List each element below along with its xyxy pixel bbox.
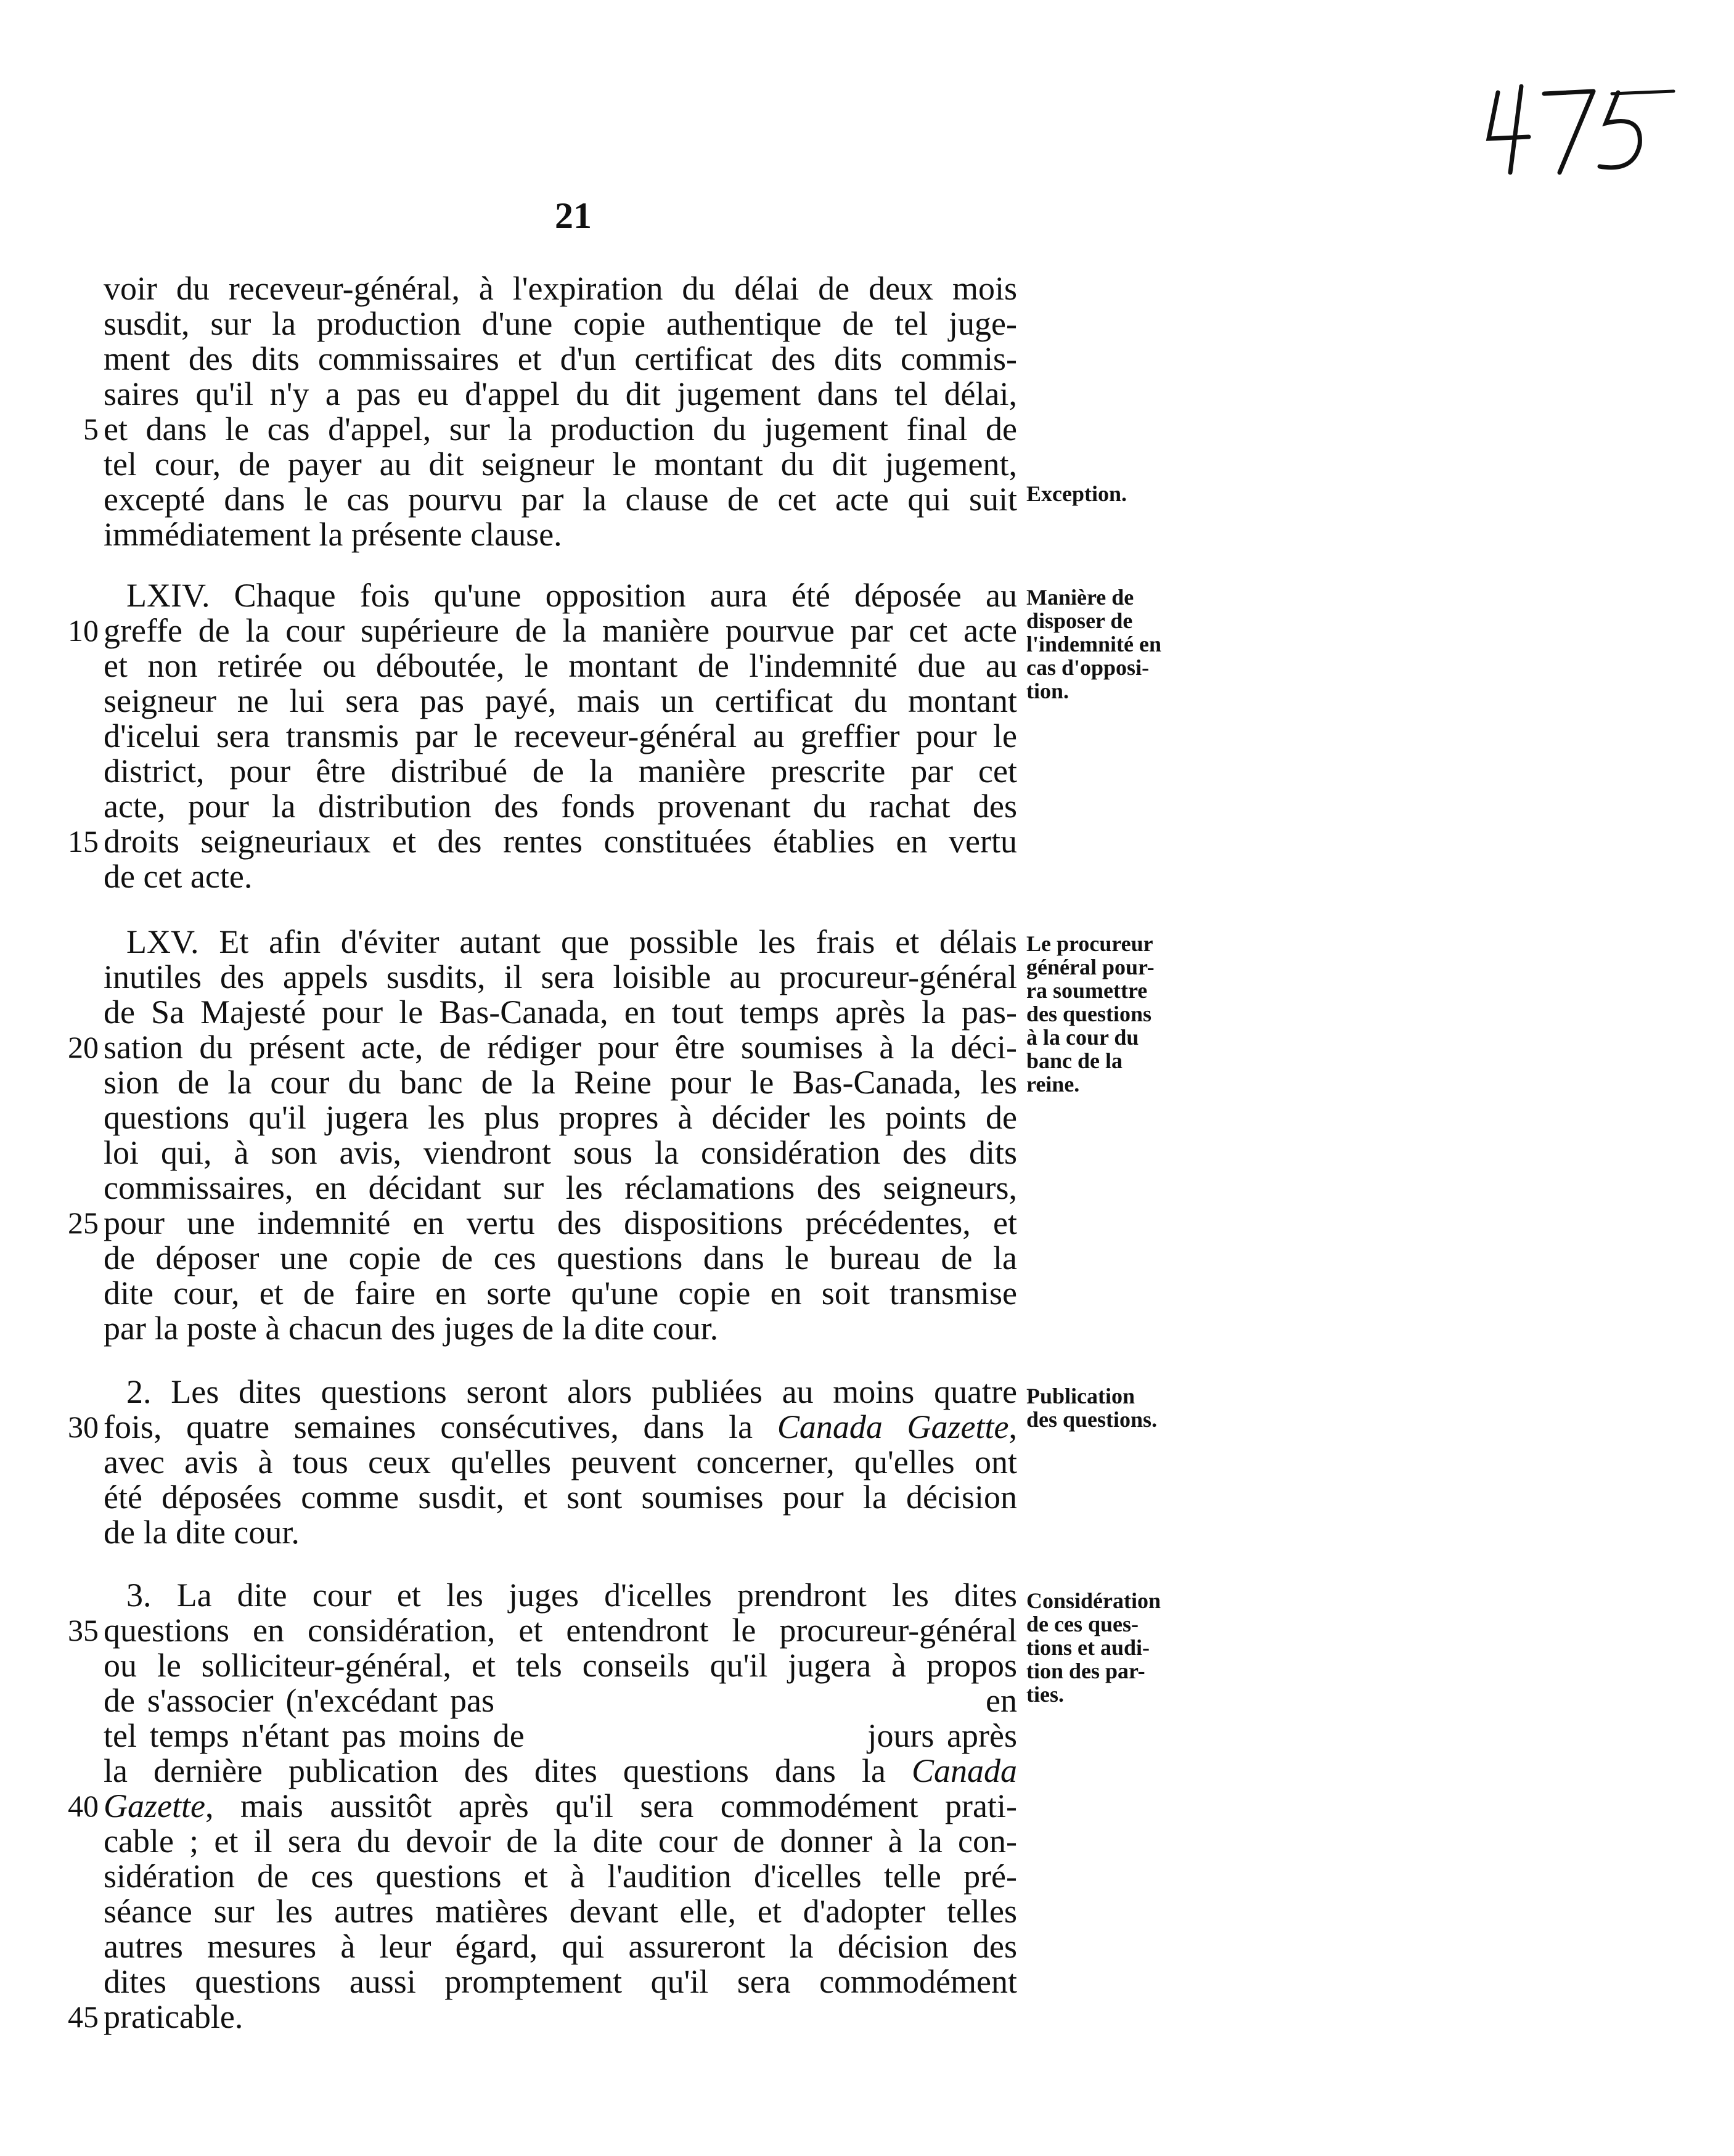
text-line: tel temps n'étant pas moins de jours après [104,1717,1017,1754]
text-line: de Sa Majesté pour le Bas-Canada, en tout temps après la pas- [104,994,1017,1031]
text-line: questions en considération, et entendront le procureur-général [104,1612,1017,1649]
line-number: 10 [68,613,99,648]
page-number: 21 [555,195,592,236]
text-line: 3. La dite cour et les juges d'icelles prendront les dites [126,1577,1017,1614]
line-number: 45 [68,1999,99,2034]
text-line: LXIV. Chaque fois qu'une opposition aura été déposée au [126,577,1017,614]
line-number: 5 [83,412,99,446]
handwritten-folio-475 [1486,80,1689,179]
margin-note-line: cas d'opposi- [1026,655,1150,680]
margin-note-line: Le procureur [1026,931,1153,956]
text-line: 2. Les dites questions seront alors publiées au moins quatre [126,1373,1017,1410]
text-line: sation du présent acte, de rédiger pour être soumises à la déci- [104,1029,1017,1066]
text-line: sion de la cour du banc de la Reine pour le Bas-Canada, les [104,1064,1017,1101]
margin-note-procureur [1026,932,1211,1096]
margin-note-exception [1026,482,1211,505]
margin-note-line: l'indemnité en [1026,632,1162,656]
text-line: dite cour, et de faire en sorte qu'une copie en soit transmise [104,1275,1017,1312]
text-line: acte, pour la distribution des fonds provenant du rachat des [104,788,1017,825]
text-line: ou le solliciteur-général, et tels conseils qu'il jugera à propos [104,1647,1017,1684]
text-line: Gazette, mais aussitôt après qu'il sera commodément prati- [104,1787,1017,1824]
margin-note-line: tion. [1026,679,1069,703]
margin-note-line: des questions [1026,1002,1152,1026]
text-line: sidération de ces questions et à l'audition d'icelles telle pré- [104,1858,1017,1895]
line-number: 40 [68,1789,99,1823]
paragraph-3 [0,1578,1734,2035]
margin-note-line: de ces ques- [1026,1612,1139,1636]
line-number: 20 [68,1030,99,1064]
margin-note-line: Publication [1026,1384,1135,1408]
text-line: avec avis à tous ceux qu'elles peuvent concerner, qu'elles ont [104,1443,1017,1480]
margin-note-line: tion des par- [1026,1659,1145,1683]
text-line: tel cour, de payer au dit seigneur le montant du dit jugement, [104,446,1017,483]
text-line: saires qu'il n'y a pas eu d'appel du dit jugement dans tel délai, [104,375,1017,412]
text-line: inutiles des appels susdits, il sera loisible au procureur-général [104,958,1017,995]
margin-note-publication [1026,1384,1211,1431]
text-line: par la poste à chacun des juges de la dite cour. [104,1310,719,1347]
text-line: et non retirée ou déboutée, le montant de l'indemnité due au [104,647,1017,684]
text-line: ment des dits commissaires et d'un certificat des dits commis- [104,340,1017,377]
text-line: questions qu'il jugera les plus propres à décider les points de [104,1099,1017,1136]
text-line: immédiatement la présente clause. [104,516,562,553]
line-number: 35 [68,1613,99,1648]
margin-note-line: Manière de [1026,585,1134,610]
text-line: pour une indemnité en vertu des dispositions précédentes, et [104,1204,1017,1241]
text-line: été déposées comme susdit, et sont soumises pour la décision [104,1479,1017,1516]
text-line: dites questions aussi promptement qu'il sera commodément [104,1963,1017,2000]
paragraph-1 [0,271,1734,552]
paragraph-lxiv [0,578,1734,894]
margin-note-line: disposer de [1026,608,1133,633]
text-line: commissaires, en décidant sur les réclamations des seigneurs, [104,1169,1017,1206]
text-line: praticable. [104,1998,243,2035]
margin-note-line: ra soumettre [1026,978,1148,1003]
text-line: la dernière publication des dites questions dans la Canada [104,1752,1017,1789]
text-line: et dans le cas d'appel, sur la production du jugement final de [104,410,1017,447]
margin-note-line: tions et audi- [1026,1635,1150,1660]
text-line: droits seigneuriaux et des rentes constituées établies en vertu [104,823,1017,860]
text-line: de la dite cour. [104,1514,300,1551]
text-line: fois, quatre semaines consécutives, dans la Canada Gazette, [104,1408,1017,1445]
text-line: d'icelui sera transmis par le receveur-général au greffier pour le [104,717,1017,754]
margin-note-line: à la cour du [1026,1025,1139,1050]
margin-note-line: banc de la [1026,1048,1123,1073]
margin-note-line: Exception. [1026,481,1127,506]
text-line: autres mesures à leur égard, qui assureront la décision des [104,1928,1017,1965]
text-line: de déposer une copie de ces questions dans le bureau de la [104,1239,1017,1276]
text-line: de s'associer (n'excédant pas en [104,1682,1017,1719]
margin-note-indemnite [1026,586,1211,703]
paragraph-lxv [0,925,1734,1346]
text-line: susdit, sur la production d'une copie authentique de tel juge- [104,305,1017,342]
margin-note-line: des questions. [1026,1407,1158,1432]
line-number: 25 [68,1206,99,1240]
line-number: 15 [68,824,99,859]
text-line: séance sur les autres matières devant elle, et d'adopter telles [104,1893,1017,1930]
margin-note-line: reine. [1026,1072,1080,1096]
margin-note-line: Considération [1026,1588,1161,1613]
margin-note-consideration [1026,1589,1211,1706]
text-line: de cet acte. [104,858,253,895]
text-line: seigneur ne lui sera pas payé, mais un certificat du montant [104,682,1017,719]
paragraph-2 [0,1374,1734,1550]
text-line: excepté dans le cas pourvu par la clause de cet acte qui suit [104,481,1017,518]
text-line: voir du receveur-général, à l'expiration du délai de deux mois [104,270,1017,307]
margin-note-line: général pour- [1026,955,1155,979]
text-line: district, pour être distribué de la manière prescrite par cet [104,753,1017,790]
text-line: loi qui, à son avis, viendront sous la considération des dits [104,1134,1017,1171]
text-line: greffe de la cour supérieure de la manière pourvue par cet acte [104,612,1017,649]
text-line: LXV. Et afin d'éviter autant que possible les frais et délais [126,923,1017,960]
text-line: cable ; et il sera du devoir de la dite cour de donner à la con- [104,1823,1017,1860]
line-number: 30 [68,1410,99,1444]
margin-note-line: ties. [1026,1682,1064,1707]
